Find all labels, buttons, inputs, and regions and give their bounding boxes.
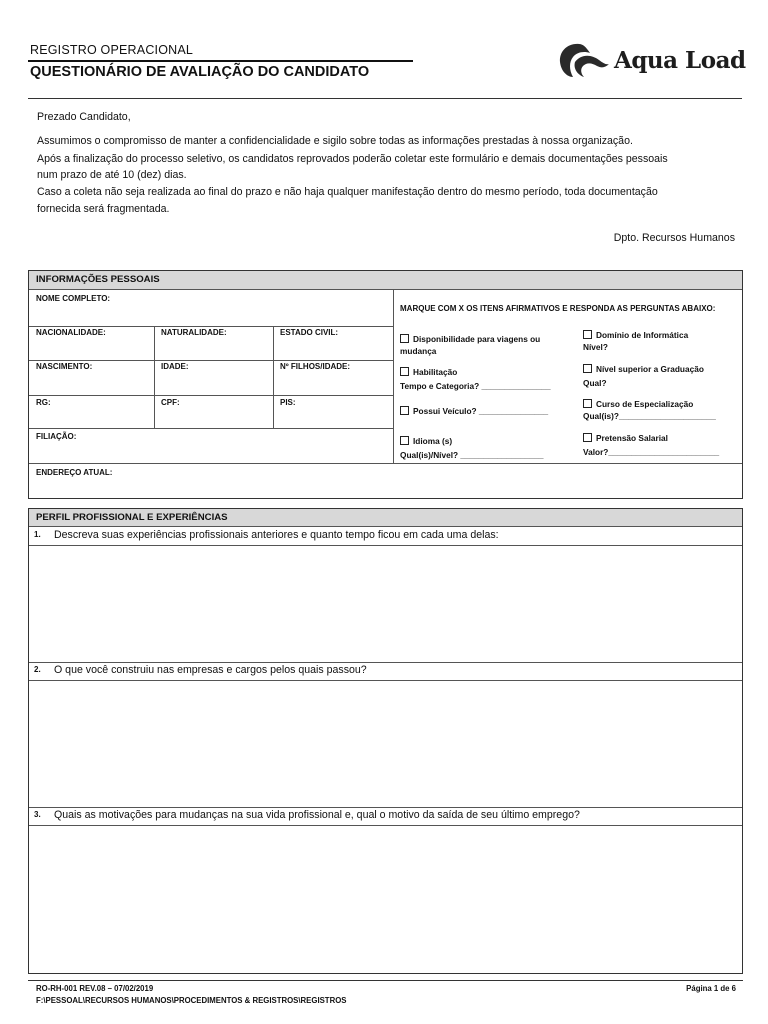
option-license[interactable] [400,366,570,394]
language-checkbox[interactable] [400,436,409,445]
option-label: Idioma (s) [413,436,453,446]
option-label: Domínio de Informática [596,330,689,340]
option-label: Disponibilidade para viagens ou [413,334,541,344]
page-number: Página 1 de 6 [686,984,736,993]
option-label: Possui Veículo? _______________ [413,406,549,416]
intro-paragraph-3b: fornecida será fragmentada. [37,203,170,215]
address-field[interactable]: ENDEREÇO ATUAL: [36,468,113,477]
vehicle-checkbox[interactable] [400,406,409,415]
option-label: Pretensão Salarial [596,433,668,443]
graduation-checkbox[interactable] [583,364,592,373]
column-divider [154,326,155,428]
cpf-field[interactable]: CPF: [161,398,180,407]
answer-1-area[interactable] [29,546,742,662]
option-label: Curso de Especialização [596,399,694,409]
checklist-instructions: MARQUE COM X OS ITENS AFIRMATIVOS E RESPONDA AS PERGUNTAS ABAIXO: [400,304,716,313]
option-sublabel: Qual(is)?_____________________ [583,411,716,421]
row-divider [29,395,393,396]
full-name-field[interactable]: NOME COMPLETO: [36,294,111,303]
personal-info-heading: INFORMAÇÕES PESSOAIS [29,271,742,290]
salary-checkbox[interactable] [583,433,592,442]
greeting: Prezado Candidato, [37,111,131,123]
document-title: QUESTIONÁRIO DE AVALIAÇÃO DO CANDIDATO [30,64,370,80]
nationality-field[interactable]: NACIONALIDADE: [36,328,106,337]
question-3-number: 3. [34,810,41,819]
option-sublabel: Valor?________________________ [583,447,720,457]
signature: Dpto. Recursos Humanos [613,232,735,244]
file-path: F:\PESSOAL\RECURSOS HUMANOS\PROCEDIMENTOS & REGISTROS\REGISTROS [36,996,347,1005]
birth-field[interactable]: NASCIMENTO: [36,362,93,371]
pis-field[interactable]: PIS: [280,398,296,407]
option-salary[interactable] [583,432,738,460]
company-logo-icon [557,40,611,80]
row-divider [29,428,393,429]
header-rule [28,98,742,99]
question-2: O que você construiu nas empresas e cargos pelos quais passou? [54,664,367,676]
professional-heading: PERFIL PROFISSIONAL E EXPERIÊNCIAS [29,509,742,527]
option-label: mudança [400,346,437,356]
row-divider [29,326,393,327]
footer-rule [28,980,743,981]
filiation-field[interactable]: FILIAÇÃO: [36,432,77,441]
company-logo-text: Aqua Load [614,47,746,74]
option-specialization[interactable] [583,398,738,422]
travel-checkbox[interactable] [400,334,409,343]
column-divider [273,326,274,428]
naturality-field[interactable]: NATURALIDADE: [161,328,227,337]
age-field[interactable]: IDADE: [161,362,189,371]
specialization-checkbox[interactable] [583,399,592,408]
option-sublabel: Qual? [583,378,607,388]
column-divider [393,290,394,463]
answer-3-area[interactable] [29,826,742,972]
option-language[interactable] [400,435,570,463]
intro-paragraph-2b: num prazo de até 10 (dez) dias. [37,169,187,181]
question-2-number: 2. [34,665,41,674]
question-1: Descreva suas experiências profissionais anteriores e quanto tempo ficou em cada uma delas: [54,529,499,541]
option-graduation[interactable] [583,363,738,391]
option-sublabel: Qual(is)/Nível? __________________ [400,450,544,460]
option-sublabel: Tempo e Categoria? _______________ [400,381,551,391]
option-sublabel: Nível? [583,342,608,352]
question-1-number: 1. [34,530,41,539]
document-code: RO-RH-001 REV.08 – 07/02/2019 [36,984,154,993]
it-checkbox[interactable] [583,330,592,339]
option-label: Nível superior a Graduação [596,364,704,374]
row-divider [29,662,742,663]
civil-status-field[interactable]: ESTADO CIVIL: [280,328,339,337]
row-divider [29,463,742,464]
option-label: Habilitação [413,367,458,377]
title-divider [28,60,413,62]
document-category: REGISTRO OPERACIONAL [30,43,194,57]
option-vehicle[interactable] [400,405,570,417]
rg-field[interactable]: RG: [36,398,51,407]
intro-paragraph-1: Assumimos o compromisso de manter a confidencialidade e sigilo sobre todas as informações prestadas à nossa organização. [37,135,633,147]
intro-paragraph-3a: Caso a coleta não seja realizada ao final do prazo e não haja qualquer manifestação dentro do mesmo período, toda documentação [37,186,658,198]
row-divider [29,360,393,361]
license-checkbox[interactable] [400,367,409,376]
option-it[interactable] [583,329,738,353]
answer-2-area[interactable] [29,681,742,807]
children-field[interactable]: Nº FILHOS/IDADE: [280,362,351,371]
intro-paragraph-2a: Após a finalização do processo seletivo, os candidatos reprovados poderão coletar este formulário e demais documentações pessoais [37,153,668,165]
question-3: Quais as motivações para mudanças na sua vida profissional e, qual o motivo da saída de seu último emprego? [54,809,580,821]
option-travel[interactable] [400,333,570,357]
row-divider [29,807,742,808]
